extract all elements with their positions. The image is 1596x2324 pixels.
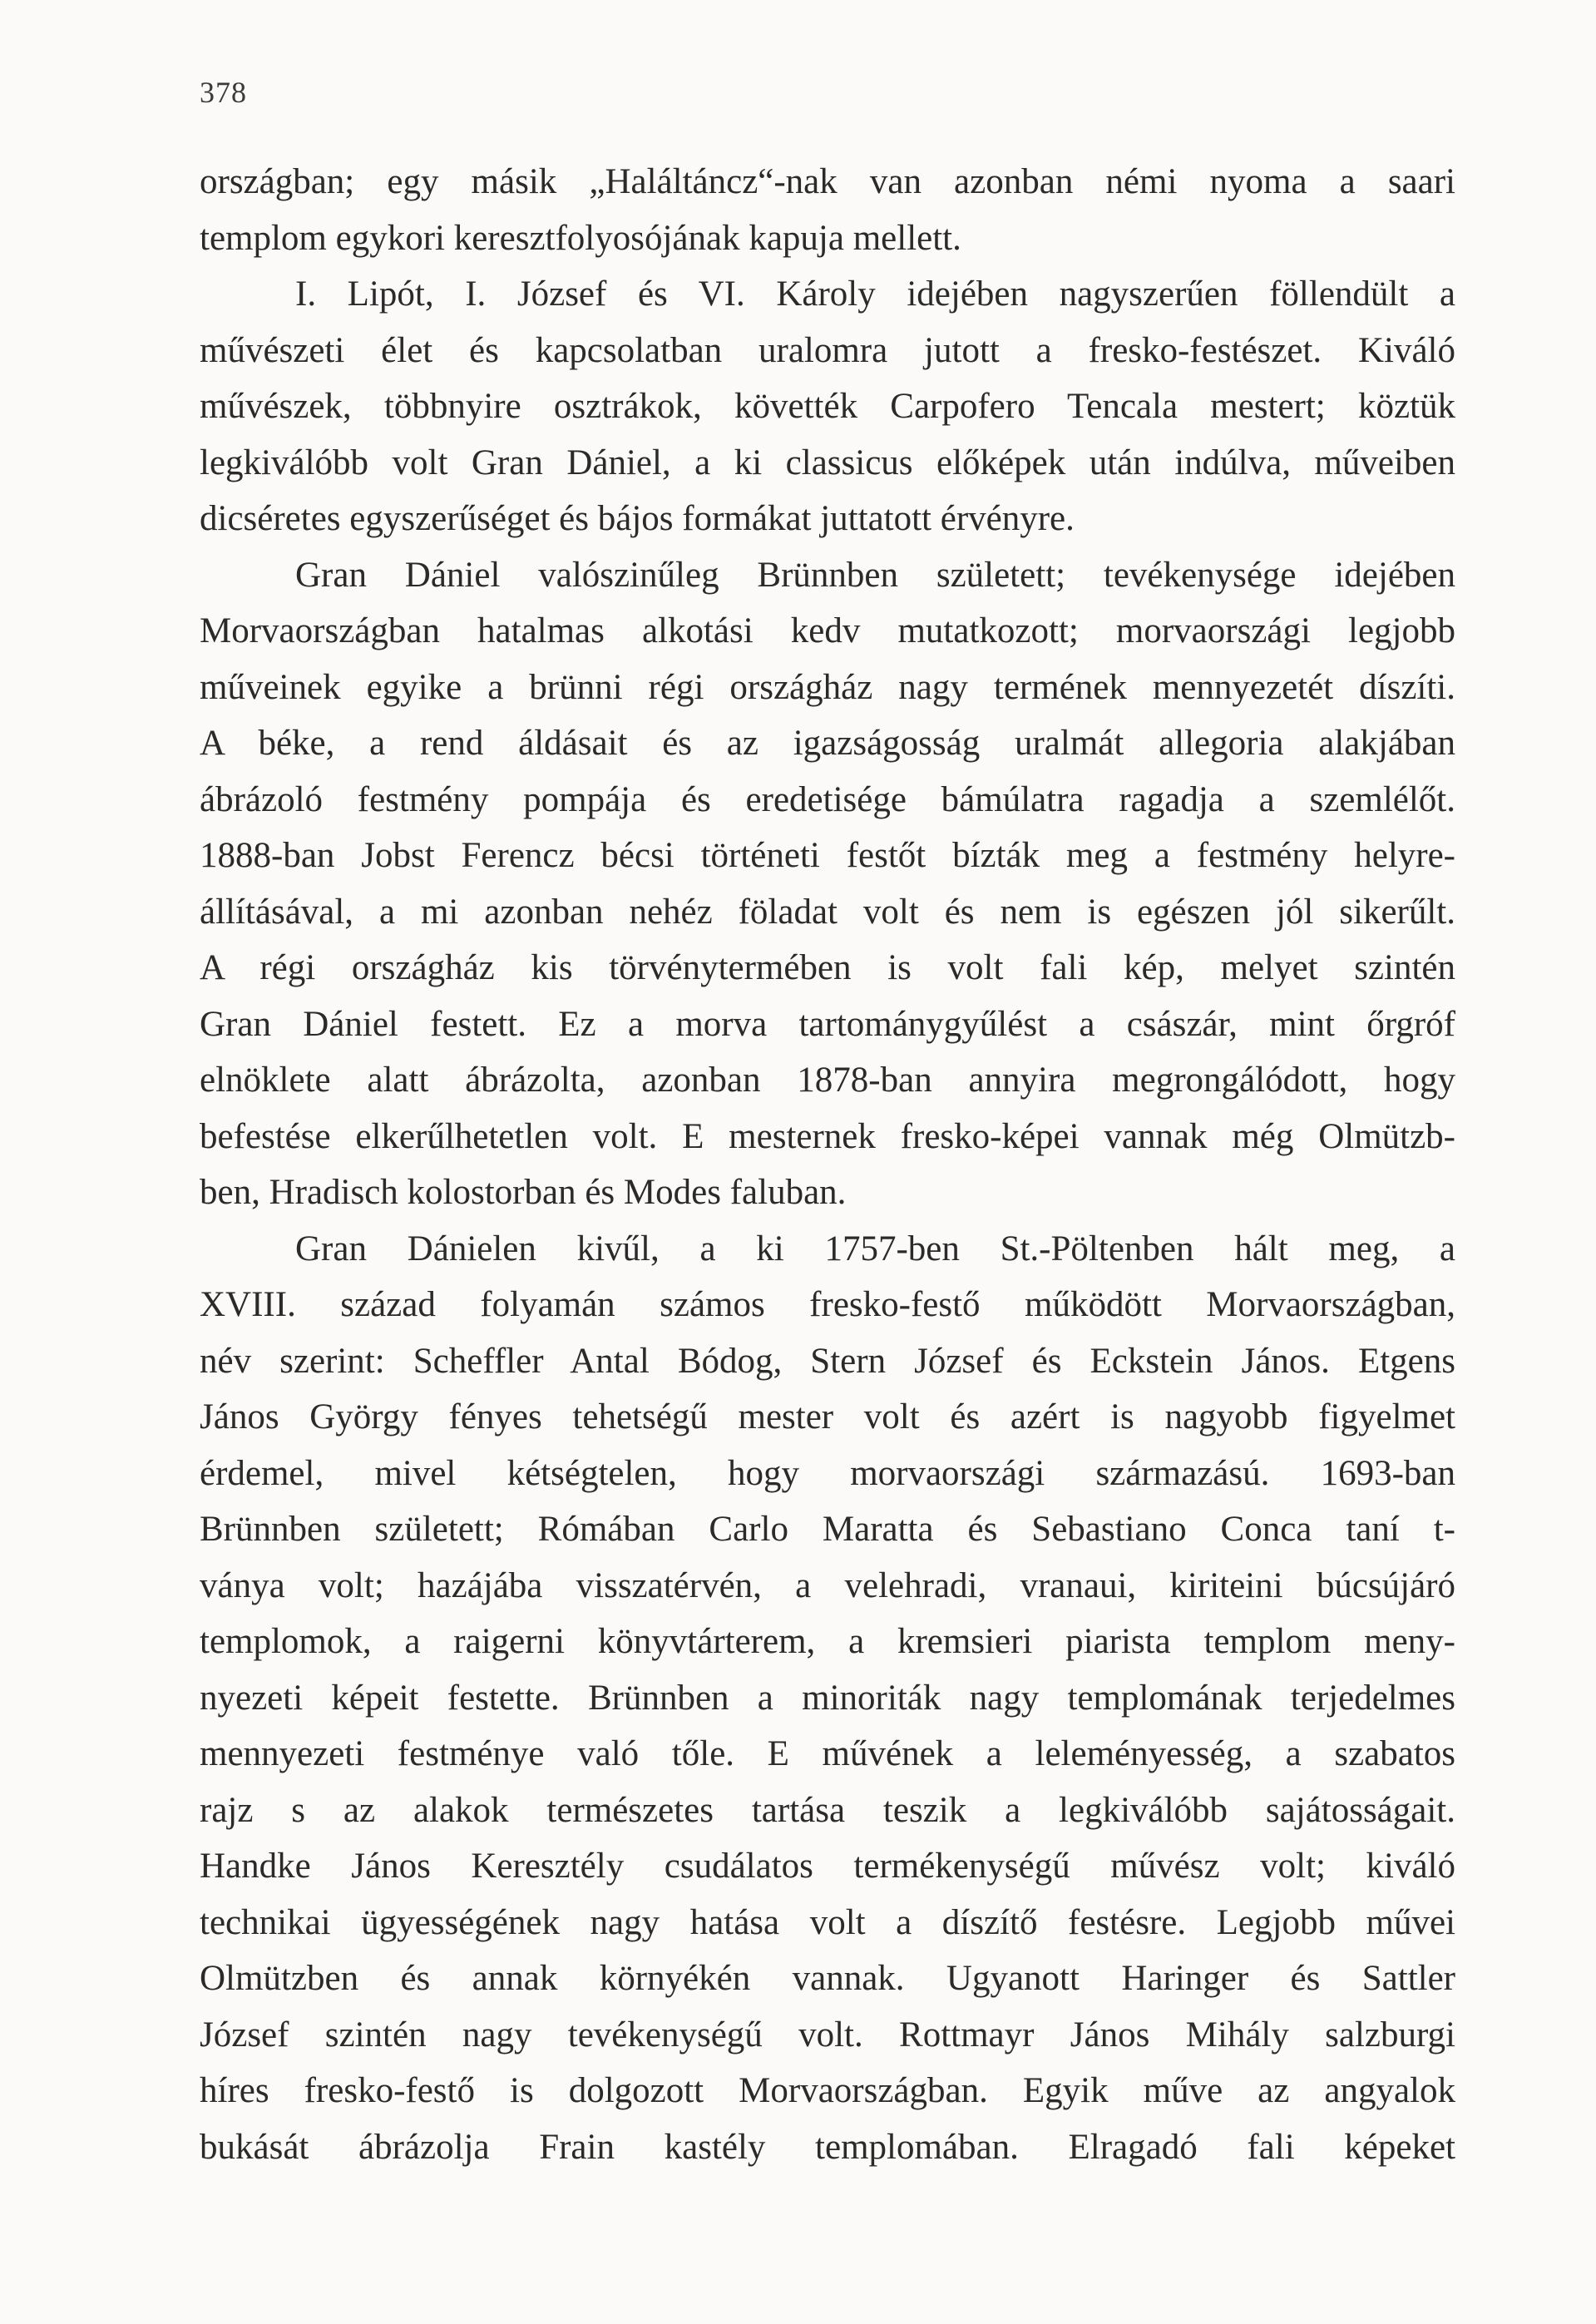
text-line: elnöklete alatt ábrázolta, azonban 1878-ban annyira megrongálódott, hogy <box>200 1061 1455 1100</box>
text-line: állításával, a mi azonban nehéz föladat volt és nem is egészen jól sikerűlt. <box>200 892 1455 932</box>
text-line: Gran Dánielen kivűl, a ki 1757-ben St.-Pöltenben hált meg, a <box>295 1229 1455 1268</box>
text-line: Gran Dániel valószinűleg Brünnben született; tevékenysége idejében <box>295 555 1455 595</box>
text-line: Brünnben született; Rómában Carlo Maratta és Sebastiano Conca taní t- <box>200 1510 1455 1549</box>
text-line: híres fresko-festő is dolgozott Morvaországban. Egyik műve az angyalok <box>200 2071 1455 2110</box>
text-line: Handke János Keresztély csudálatos termékenységű művész volt; kiváló <box>200 1847 1455 1886</box>
text-line: Olmützben és annak környékén vannak. Ugyanott Haringer és Sattler <box>200 1959 1455 1998</box>
text-line: Gran Dániel festett. Ez a morva tartománygyűlést a császár, mint őrgróf <box>200 1004 1455 1044</box>
text-line: mennyezeti festménye való tőle. E művének a leleményesség, a szabatos <box>200 1734 1455 1773</box>
text-line: 1888-ban Jobst Ferencz bécsi történeti festőt bízták meg a festmény helyre- <box>200 836 1455 875</box>
page-number: 378 <box>200 76 247 109</box>
text-line: ábrázoló festmény pompája és eredetisége bámúlatra ragadja a szemlélőt. <box>200 779 1455 819</box>
text-line: János György fényes tehetségű mester volt és azért is nagyobb figyelmet <box>200 1397 1455 1436</box>
text-line: A régi országház kis törvénytermében is volt fali kép, melyet szintén <box>200 948 1455 987</box>
text-line: érdemel, mivel kétségtelen, hogy morvaországi származású. 1693-ban <box>200 1453 1455 1493</box>
text-line: bukását ábrázolja Frain kastély templomában. Elragadó fali képeket <box>200 2127 1455 2167</box>
text-line: A béke, a rend áldásait és az igazságosság uralmát allegoria alakjában <box>200 724 1455 763</box>
text-line: rajz s az alakok természetes tartása teszik a legkiválóbb sajátosságait. <box>200 1790 1455 1830</box>
text-line: nyezeti képeit festette. Brünnben a minoriták nagy templomának terjedelmes <box>200 1678 1455 1718</box>
text-line: Morvaországban hatalmas alkotási kedv mutatkozott; morvaországi legjobb <box>200 611 1455 650</box>
text-line: befestése elkerűlhetetlen volt. E mesternek fresko-képei vannak még Olmützb- <box>200 1116 1455 1156</box>
text-line: dicséretes egyszerűséget és bájos formákat juttatott érvényre. <box>200 499 1075 538</box>
text-line: ványa volt; hazájába visszatérvén, a velehradi, vranaui, kiriteini búcsújáró <box>200 1565 1455 1605</box>
text-line: József szintén nagy tevékenységű volt. Rottmayr János Mihály salzburgi <box>200 2015 1455 2055</box>
text-line: technikai ügyességének nagy hatása volt a díszítő festésre. Legjobb művei <box>200 1902 1455 1942</box>
text-line: legkiválóbb volt Gran Dániel, a ki classicus előképek után indúlva, műveiben <box>200 443 1455 482</box>
text-line: művészeti élet és kapcsolatban uralomra jutott a fresko-festészet. Kiváló <box>200 330 1455 370</box>
text-line: templom egykori keresztfolyosójának kapuja mellett. <box>200 218 961 258</box>
text-line: név szerint: Scheffler Antal Bódog, Stern József és Eckstein János. Etgens <box>200 1341 1455 1381</box>
body-text <box>200 154 1455 2175</box>
text-line: művészek, többnyire osztrákok, követték Carpofero Tencala mestert; köztük <box>200 387 1455 426</box>
text-line: XVIII. század folyamán számos fresko-festő működött Morvaországban, <box>200 1285 1455 1324</box>
text-line: ben, Hradisch kolostorban és Modes faluban. <box>200 1173 847 1212</box>
text-line: I. Lipót, I. József és VI. Károly idejében nagyszerűen föllendült a <box>295 274 1455 314</box>
text-line: országban; egy másik „Haláltáncz“-nak van azonban némi nyoma a saari <box>200 162 1455 201</box>
text-line: templomok, a raigerni könyvtárterem, a kremsieri piarista templom meny- <box>200 1622 1455 1661</box>
text-line: műveinek egyike a brünni régi országház nagy termének mennyezetét díszíti. <box>200 667 1455 707</box>
